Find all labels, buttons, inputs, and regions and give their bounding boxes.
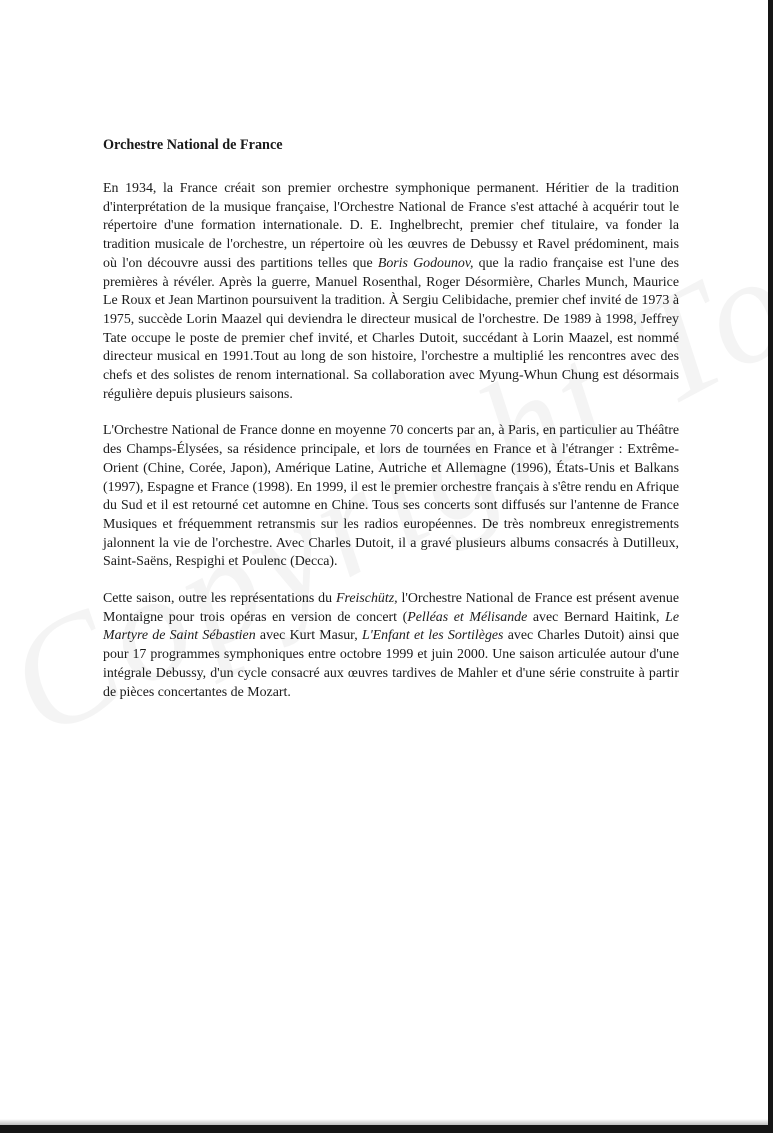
document-body	[103, 134, 679, 720]
text-segment: que la radio française est l'une des premières à révéler. Après la guerre, Manuel Rosenthal, Roger Désormière, Charles Munch, Maurice Le Roux et Jean Martinon poursuivent la tradition. À Sergiu Celibidache, premier chef invité de 1973 à 1975, succède Lorin Maazel qui deviendra le directeur musical de l'orchestre. De 1989 à 1998, Jeffrey Tate occupe le poste de premier chef invité, et Charles Dutoit, succédant à Lorin Maazel, est nommé directeur musical en 1991.Tout au long de son histoire, l'orchestre a multiplié les rencontres avec des chefs et des solistes de renom international. Sa collaboration avec Myung-Whun Chung est désormais régulière depuis plusieurs saisons.	[103, 255, 679, 402]
page-title: Orchestre National de France	[103, 137, 283, 153]
scan-edge-right	[768, 0, 773, 1133]
text-segment: Cette saison, outre les représentations du	[103, 591, 336, 607]
text-segment: avec Kurt Masur,	[255, 628, 362, 644]
work-title: L'Enfant et les Sortilèges	[361, 628, 504, 644]
work-title: Le Martyre de Saint Sébastien	[103, 609, 679, 644]
paragraph-concerts	[103, 422, 679, 572]
work-title: Boris Godounov,	[377, 255, 474, 271]
work-title: Freischütz,	[335, 591, 398, 607]
text-segment: l'Orchestre National de France est présent avenue Montaigne pour trois opéras en version de concert (	[103, 591, 679, 625]
paragraph-history	[103, 180, 679, 404]
text-segment: avec Bernard Haitink,	[527, 609, 666, 625]
text-segment: En 1934, la France créait son premier orchestre symphonique permanent. Héritier de la tradition d'interprétation de la musique française, l'Orchestre National de France s'est attaché à acquérir tout le répertoire d'une formation internationale. D. E. Inghelbrecht, premier chef titulaire, va fonder la tradition musicale de l'orchestre, un répertoire où les œuvres de Debussy et Ravel prédominent, mais où l'on découvre aussi des partitions telles que	[103, 181, 679, 271]
text-segment: avec Charles Dutoit) ainsi que pour 17 programmes symphoniques entre octobre 1999 et juin 2000. Une saison articulée autour d'une intégrale Debussy, d'un cycle consacré aux œuvres tardives de Mahler et d'une série construite à partir de pièces concertantes de Mozart.	[103, 628, 680, 700]
paragraph-season	[103, 590, 679, 702]
text-segment: L'Orchestre National de France donne en moyenne 70 concerts par an, à Paris, en particulier au Théâtre des Champs-Élysées, sa résidence principale, et lors de tournées en France et à l'étranger : Extrême-Orient (Chine, Corée, Japon), Amérique Latine, Autriche et Allemagne (1996), États-Unis et Balkans (1997), Espagne et France (1998). En 1999, il est le premier orchestre français à s'être rendu en Afrique du Sud et il est retourné cet automne en Chine. Tous ses concerts sont diffusés sur l'antenne de France Musiques et fréquemment retransmis sur les radios européennes. De très nombreux enregistrements jalonnent la vie de l'orchestre. Avec Charles Dutoit, il a gravé plusieurs albums consacrés à Dutilleux, Saint-Saëns, Respighi et Poulenc (Decca).	[103, 423, 679, 570]
scan-edge-bottom	[0, 1125, 773, 1133]
work-title: Pelléas et Mélisande	[407, 609, 528, 625]
